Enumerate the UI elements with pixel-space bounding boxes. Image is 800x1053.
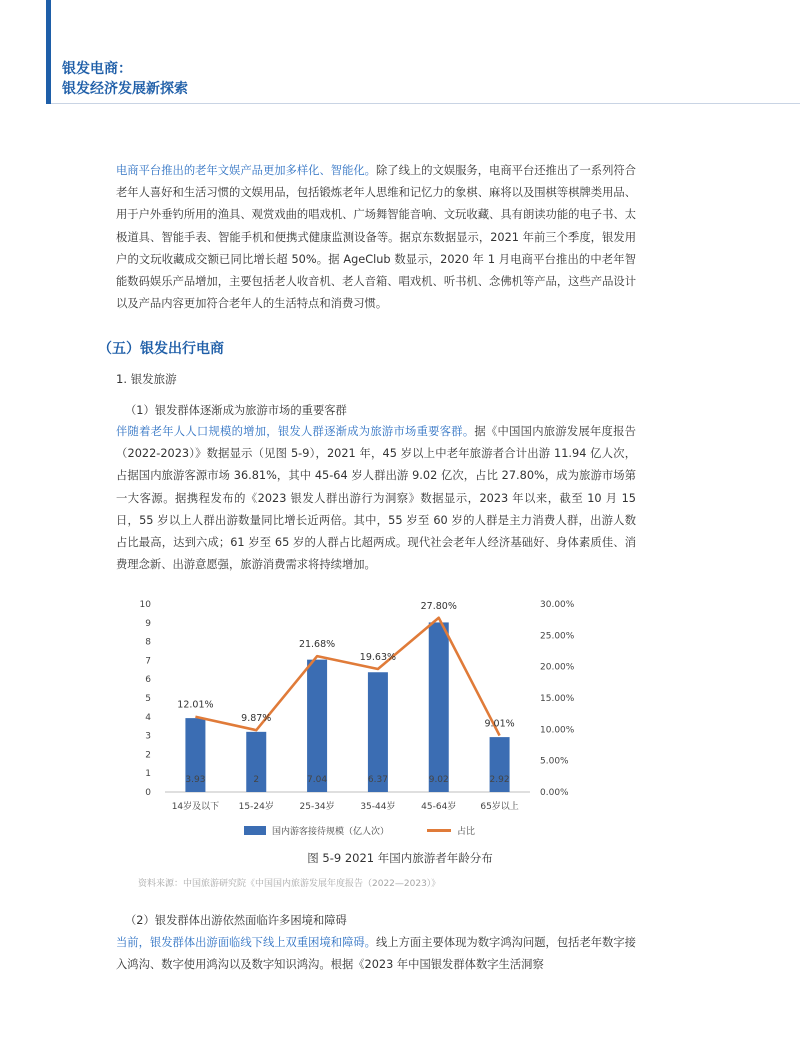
x-tick-label: 35-44岁 [360,802,396,812]
intro-highlight: 电商平台推出的老年文娱产品更加多样化、智能化。 [116,164,376,177]
intro-paragraph [116,160,636,315]
line-value-label: 27.80% [420,600,457,612]
legend-bar-label: 国内游客接待规模（亿人次） [272,827,390,837]
y-left-tick-label: 9 [145,618,151,629]
y-left-tick-label: 10 [139,600,151,610]
y-right-tick-label: 25.00% [540,631,575,642]
x-tick-label: 45-64岁 [421,802,457,812]
travel-body: 据《中国国内旅游发展年度报告（2022-2023）》数据显示（见图 5-9），2021 年，45 岁以上中老年旅游者合计出游 11.94 亿人次，占据国内旅游客源市场 36.81%，其中 45-64 岁人群出游 9.02 亿次，占比 27.80%，成为旅游市场第一大客源。据携程发布的《2023 银发人群出游行为洞察》数据显示，2023 年以来，截至 10 月 15 日，55 岁以上人群出游数量同比增长近两倍。其中，55 岁至 60 岁的人群是主力消费人群，出游人数占比最高，达到六成；61 岁至 65 岁的人群占比超两成。现代社会老年人经济基础好、身体素质佳、消费理念新、出游意愿强，旅游消费需求将持续增加。 [116,425,636,572]
bar-value-label: 6.37 [367,775,388,785]
barrier-paragraph [116,932,636,976]
line-value-label: 9.01% [484,718,515,730]
barrier-highlight: 当前，银发群体出游面临线下线上双重困境和障碍。 [116,936,376,949]
y-right-tick-label: 10.00% [540,725,575,736]
y-left-tick-label: 5 [145,694,151,704]
bar-value-label: 2 [253,775,260,785]
x-tick-label: 15-24岁 [238,802,274,812]
y-left-tick-label: 7 [145,656,151,667]
section-heading: （五）银发出行电商 [98,341,224,357]
page-header [0,0,800,104]
x-tick-label: 14岁及以下 [171,802,220,812]
y-right-tick-label: 0.00% [540,788,569,798]
bar-value-label: 2.92 [489,775,510,785]
item1-heading: （1）银发群体逐渐成为旅游市场的重要客群 [125,404,347,417]
header-title-line2: 银发经济发展新探索 [62,81,188,97]
header-divider [51,103,800,104]
bar-value-label: 7.04 [307,775,328,785]
header-title-line1: 银发电商： [62,61,132,77]
line-value-label: 12.01% [177,699,214,711]
legend-line-swatch [427,829,451,832]
y-left-tick-label: 2 [145,750,151,761]
x-tick-label: 25-34岁 [299,802,335,812]
bar [307,660,327,792]
y-left-tick-label: 1 [145,769,151,780]
y-right-tick-label: 30.00% [540,600,575,610]
sub-heading: 1. 银发旅游 [116,372,177,386]
travel-paragraph [116,421,636,576]
y-left-tick-label: 6 [145,675,151,686]
y-left-tick-label: 4 [145,712,151,723]
y-left-tick-label: 8 [145,637,151,648]
chart-legend [244,824,475,837]
header-accent-bar [46,0,51,104]
item2-heading: （2）银发群体出游依然面临许多困境和障碍 [125,914,347,927]
intro-body: 除了线上的文娱服务，电商平台还推出了一系列符合老年人喜好和生活习惯的文娱用品，包括锻炼老年人思维和记忆力的象棋、麻将以及围棋等棋牌类用品、用于户外垂钓所用的渔具、观赏戏曲的唱戏机、广场舞智能音响、文玩收藏、具有朗读功能的电子书、太极道具、智能手表、智能手机和便携式健康监测设备等。据京东数据显示，2021 年前三个季度，银发用户的文玩收藏成交额已同比增长超 50%。据 AgeClub 数显示，2020 年 1 月电商平台推出的中老年智能数码娱乐产品增加，主要包括老人收音机、老人音箱、唱戏机、听书机、念佛机等产品，这些产品设计以及产品内容更加符合老年人的生活特点和消费习惯。 [116,164,636,311]
y-right-tick-label: 20.00% [540,662,575,673]
travel-highlight: 伴随着老年人人口规模的增加，银发人群逐渐成为旅游市场重要客群。 [116,425,475,438]
legend-line-label: 占比 [457,827,476,837]
figure-caption: 图 5-9 2021 年国内旅游者年龄分布 [307,851,493,865]
y-right-tick-label: 5.00% [540,756,569,767]
y-left-tick-label: 0 [145,788,151,798]
bar-value-label: 9.02 [428,775,449,785]
line-value-label: 19.63% [359,651,397,663]
barrier-body: 线上方面主要体现为数字鸿沟问题，包括老年数字接入鸿沟、数字使用鸿沟以及数字知识鸿沟。根据《2023 年中国银发群体数字生活洞察 [116,936,636,972]
figure-source: 资料来源：中国旅游研究院《中国国内旅游发展年度报告（2022—2023）》 [138,879,441,889]
y-left-tick-label: 3 [145,731,151,742]
bar [429,622,449,792]
legend-bar-swatch [244,826,266,835]
age-distribution-chart [120,592,600,852]
line-value-label: 21.68% [298,639,336,651]
y-right-tick-label: 15.00% [540,694,575,704]
line-value-label: 9.87% [241,713,272,725]
bar-value-label: 3.93 [185,775,206,785]
x-tick-label: 65岁以上 [480,802,519,812]
